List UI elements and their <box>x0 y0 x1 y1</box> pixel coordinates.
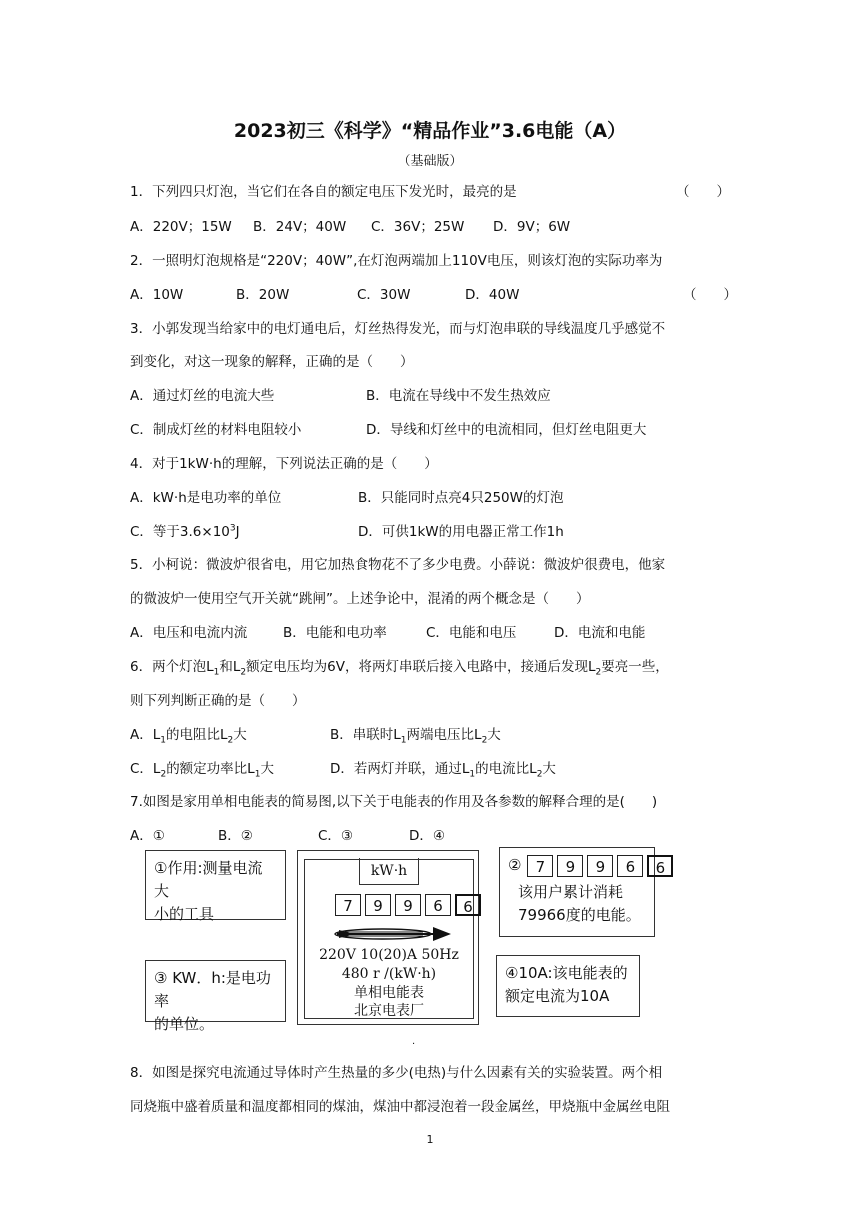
meter-unit-label: kW·h <box>359 858 419 885</box>
q3-option-c: C．制成灯丝的材料电阻较小 <box>130 422 302 438</box>
q1-option-c: C．36V；25W <box>371 219 465 235</box>
q4-option-a: A．kW·h是电功率的单位 <box>130 490 282 506</box>
q6-option-b: B．串联时$L_1$两端电压比$L_2$大 <box>330 727 501 746</box>
question-4-stem: 4．对于1kW·h的理解，下列说法正确的是（ ） <box>130 456 438 472</box>
q5-option-d: D．电流和电能 <box>554 625 646 641</box>
question-3-stem-line2: 到变化，对这一现象的解释，正确的是（ ） <box>130 354 414 370</box>
question-2-stem: 2．一照明灯泡规格是“220V；40W”,在灯泡两端加上110V电压，则该灯泡的实际功率为 <box>130 253 663 269</box>
q3-option-b: B．电流在导线中不发生热效应 <box>366 388 551 404</box>
q6-option-d: D．若两灯并联，通过$L_1$的电流比$L_2$大 <box>330 761 556 780</box>
question-8-stem-line2: 同烧瓶中盛着质量和温度都相同的煤油，煤油中都浸泡着一段金属丝，甲烧瓶中金属丝电阻 <box>130 1099 670 1115</box>
answer-bracket: （ ） <box>676 184 730 200</box>
q1-option-d: D．9V；6W <box>493 219 571 235</box>
q7-option-a: A．① <box>130 828 165 844</box>
question-5-stem-line2: 的微波炉一使用空气开关就“跳闸”。上述争论中，混淆的两个概念是（ ） <box>130 591 590 607</box>
answer-bracket: （ ） <box>683 287 737 303</box>
question-5-stem-line1: 5．小柯说：微波炉很省电，用它加热食物花不了多少电费。小薛说：微波炉很费电，他家 <box>130 557 666 573</box>
q7-option-b: B．② <box>218 828 253 844</box>
meter-disc-icon <box>323 924 457 944</box>
question-1-stem: 1．下列四只灯泡，当它们在各自的额定电压下发光时，最亮的是 <box>130 184 517 200</box>
q1-option-a: A．220V；15W <box>130 219 232 235</box>
annotation-box-1: ①作用:测量电流大 小的工具 <box>145 850 286 920</box>
page-title: 2023初三《科学》“精品作业”3.6电能（A） <box>233 120 627 142</box>
q2-option-c: C．30W <box>357 287 411 303</box>
q6-option-a: A．$L_1$的电阻比$L_2$大 <box>130 727 247 746</box>
q3-option-a: A．通过灯丝的电流大些 <box>130 388 275 404</box>
meter-digits-copy: 7 9 9 6 6 <box>527 855 677 877</box>
question-7-stem: 7.如图是家用单相电能表的简易图,以下关于电能表的作用及各参数的解释合理的是( ) <box>130 794 658 810</box>
question-6-stem-line2: 则下列判断正确的是（ ） <box>130 693 306 709</box>
page-number: 1 <box>426 1133 434 1146</box>
q4-option-d: D．可供1kW的用电器正常工作1h <box>358 524 564 540</box>
annotation-box-2: ② 7 9 9 6 6 该用户累计消耗 79966度的电能。 <box>499 847 655 937</box>
figure-dot: . <box>412 1036 416 1047</box>
meter-digits: 7 9 9 6 6 <box>335 894 485 916</box>
question-8-stem-line1: 8．如图是探究电流通过导体时产生热量的多少(电热)与什么因素有关的实验装置。两个相 <box>130 1065 663 1081</box>
question-6-stem-line1: 6．两个灯泡$L_1$和$L_2$额定电压均为6V，将两灯串联后接入电路中，接通后发现$L_2$要亮一些， <box>130 659 669 678</box>
q4-option-c: C．等于$3.6\times 10^3J$ <box>130 523 240 540</box>
meter-revolutions: 480 r /(kW·h) <box>341 966 437 982</box>
q5-option-c: C．电能和电压 <box>426 625 517 641</box>
q3-option-d: D．导线和灯丝中的电流相同，但灯丝电阻更大 <box>366 422 647 438</box>
q2-option-b: B．20W <box>236 287 290 303</box>
q2-option-a: A．10W <box>130 287 184 303</box>
meter-rating: 220V 10(20)A 50Hz <box>319 947 459 963</box>
q5-option-b: B．电能和电功率 <box>283 625 387 641</box>
electricity-meter <box>297 850 479 1025</box>
page-subtitle: （基础版） <box>397 154 463 169</box>
q7-option-c: C．③ <box>318 828 354 844</box>
meter-manufacturer: 北京电表厂 <box>354 1003 424 1019</box>
annotation-box-4: ④10A:该电能表的 额定电流为10A <box>496 955 640 1017</box>
q6-option-c: C．$L_2$的额定功率比$L_1$大 <box>130 761 274 780</box>
question-3-stem-line1: 3．小郭发现当给家中的电灯通电后，灯丝热得发光，而与灯泡串联的导线温度几乎感觉不 <box>130 321 666 337</box>
q5-option-a: A．电压和电流内流 <box>130 625 248 641</box>
meter-type: 单相电能表 <box>354 985 424 1001</box>
q4-option-b: B．只能同时点亮4只250W的灯泡 <box>358 490 564 506</box>
q2-option-d: D．40W <box>465 287 520 303</box>
annotation-box-3: ③ KW．h:是电功率 的单位。 <box>145 960 286 1022</box>
q1-option-b: B．24V；40W <box>253 219 347 235</box>
q7-option-d: D．④ <box>409 828 445 844</box>
